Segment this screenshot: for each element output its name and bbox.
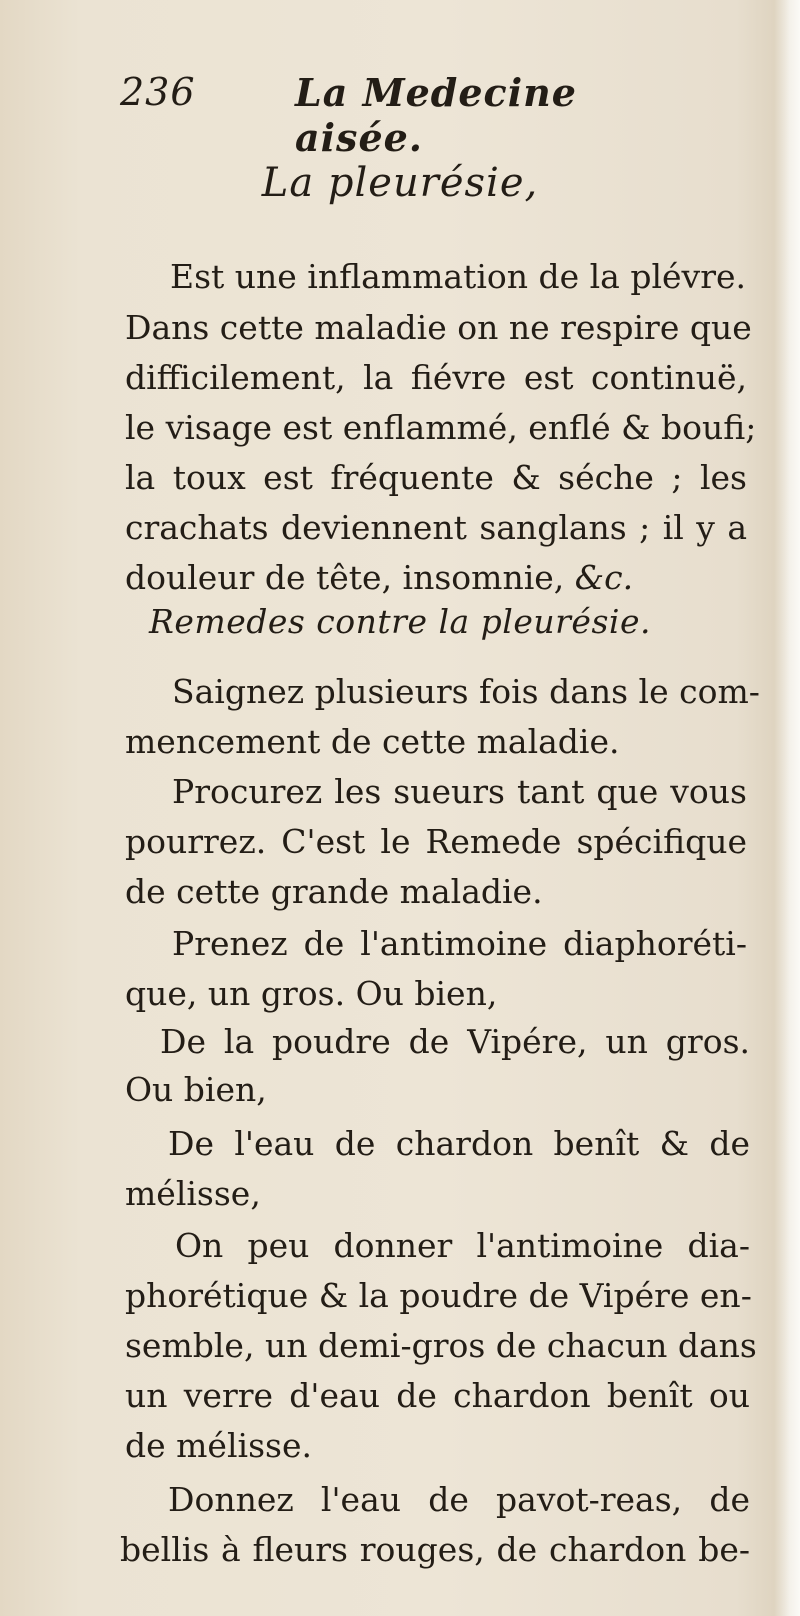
text-line: De la poudre de Vipére, un gros. bbox=[160, 1022, 750, 1061]
text-line bbox=[125, 556, 633, 600]
text-line: bellis à fleurs rouges, de chardon be- bbox=[120, 1530, 750, 1569]
running-title: La Medecine aisée. bbox=[295, 70, 577, 160]
running-head bbox=[120, 70, 680, 160]
text-line: que, un gros. Ou bien, bbox=[125, 974, 498, 1013]
text-line: Ou bien, bbox=[125, 1070, 267, 1109]
text-line: Saignez plusieurs fois dans le com- bbox=[172, 672, 760, 711]
etc-abbreviation: &c. bbox=[574, 558, 634, 597]
text-line: Dans cette maladie on ne respire que bbox=[125, 308, 752, 347]
text-line: semble, un demi-gros de chacun dans bbox=[125, 1326, 757, 1365]
text-line: de cette grande maladie. bbox=[125, 872, 543, 911]
text-line: difficilement, la fiévre est continuë, bbox=[125, 358, 747, 397]
text-line: Est une inflammation de la plévre. bbox=[170, 257, 746, 296]
text-line: pourrez. C'est le Remede spécifique bbox=[125, 822, 747, 861]
text-line: Prenez de l'antimoine diaphoréti- bbox=[172, 924, 747, 963]
text-line: mencement de cette maladie. bbox=[125, 722, 620, 761]
text-line: De l'eau de chardon benît & de bbox=[168, 1124, 750, 1163]
text-line: de mélisse. bbox=[125, 1426, 312, 1465]
text-line: la toux est fréquente & séche ; les bbox=[125, 458, 747, 497]
text-line: phorétique & la poudre de Vipére en- bbox=[125, 1276, 752, 1315]
text-line: crachats deviennent sanglans ; il y a bbox=[125, 508, 747, 547]
text-fragment: douleur de tête, insomnie, bbox=[125, 558, 565, 597]
text-line: mélisse, bbox=[125, 1174, 261, 1213]
page-number: 236 bbox=[120, 70, 196, 114]
text-line: le visage est enflammé, enflé & boufi; bbox=[125, 408, 757, 447]
page-edge bbox=[774, 0, 800, 1616]
section-title: La pleurésie, bbox=[261, 160, 539, 206]
text-line: On peu donner l'antimoine dia- bbox=[175, 1226, 750, 1265]
text-line: Donnez l'eau de pavot-reas, de bbox=[168, 1480, 750, 1519]
text-line: un verre d'eau de chardon benît ou bbox=[125, 1376, 750, 1415]
remedies-heading: Remedes contre la pleurésie. bbox=[149, 602, 651, 641]
text-line: Procurez les sueurs tant que vous bbox=[172, 772, 747, 811]
